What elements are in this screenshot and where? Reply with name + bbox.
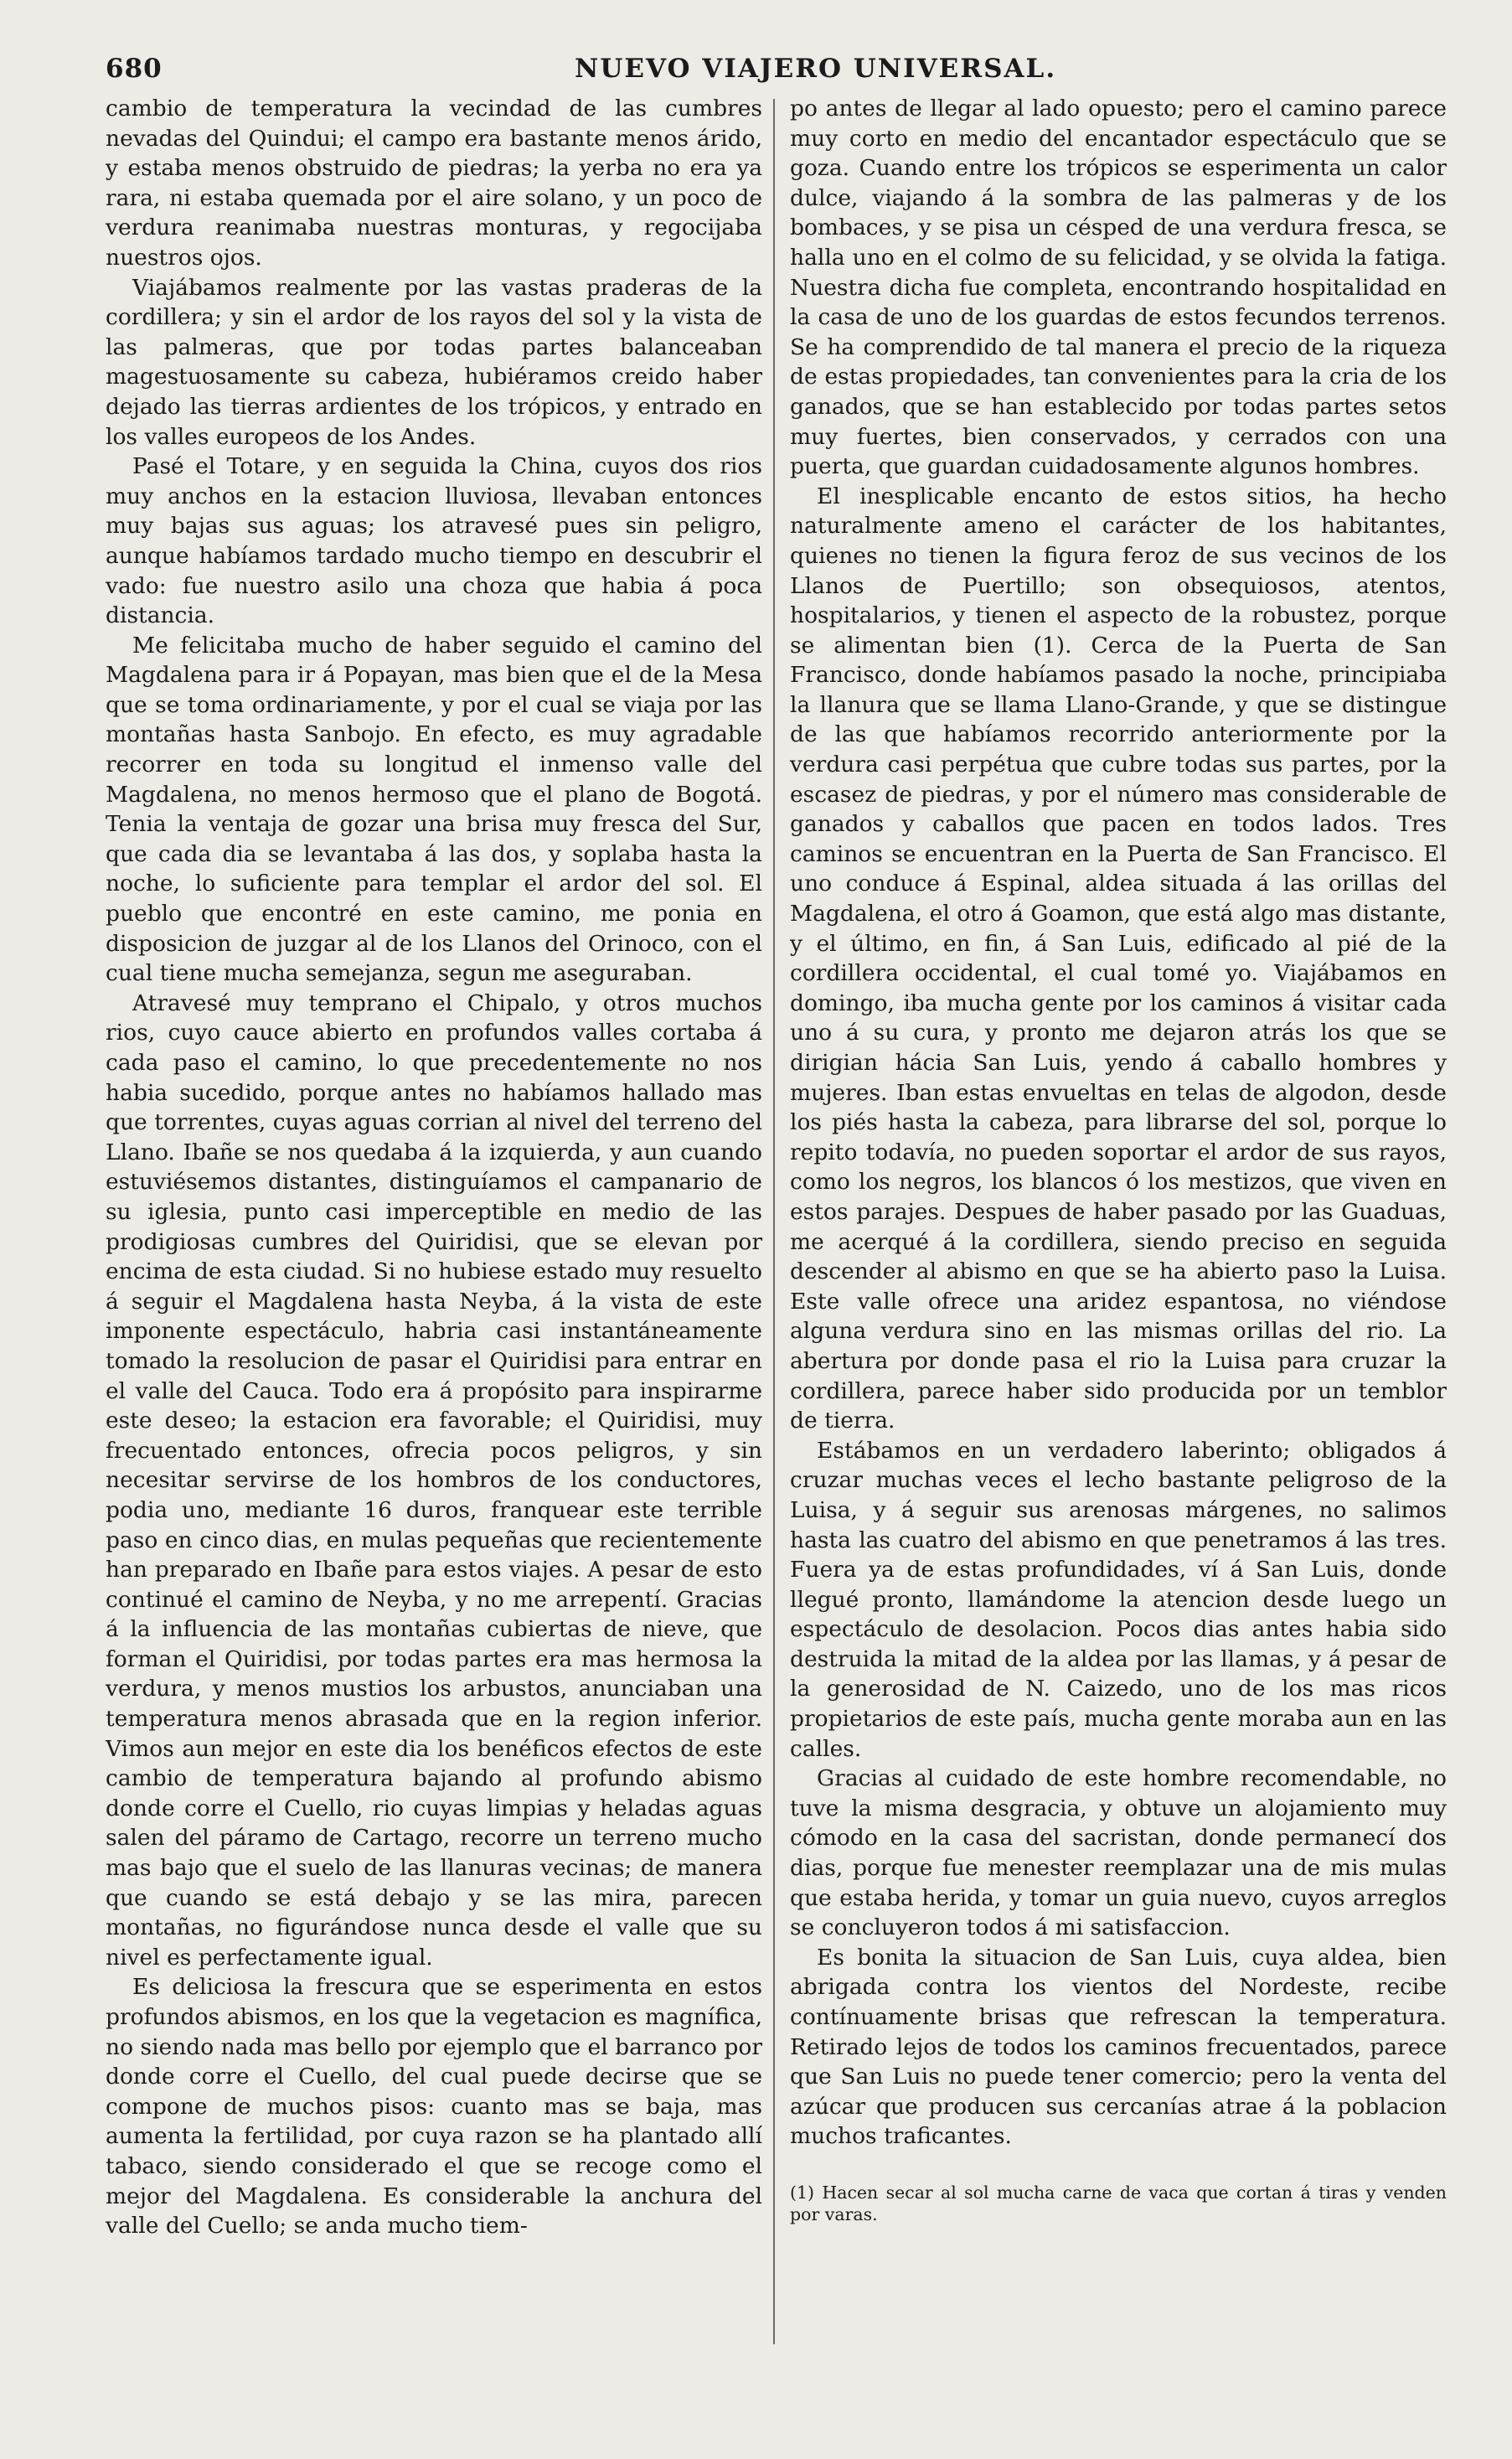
paragraph: Es bonita la situacion de San Luis, cuya aldea, bien abrigada contra los vientos del Nordeste, recibe contínuamente brisas que refrescan la temperatura. Retirado lejos de todos los caminos frecuentados, parece que San Luis no puede tener comercio; pero la venta del azúcar que producen sus cercanías atrae á la poblacion muchos traficantes. (790, 1944, 1447, 2150)
page-number: 680 (106, 54, 163, 84)
right-column (790, 94, 1447, 2225)
running-title: NUEVO VIAJERO UNIVERSAL. (575, 54, 1057, 84)
paragraph: Gracias al cuidado de este hombre recomendable, no tuve la misma desgracia, y obtuve un alojamiento muy cómodo en la casa del sacristan, donde permanecí dos dias, porque fue menester reemplazar una de mis mulas que estaba herida, y tomar un guia nuevo, cuyos arreglos se concluyeron todos á mi satisfaccion. (790, 1765, 1447, 1941)
column-divider (773, 99, 775, 2344)
footnote: (1) Hacen secar al sol mucha carne de vaca que cortan á tiras y venden por varas. (790, 2182, 1447, 2224)
paragraph: Viajábamos realmente por las vastas praderas de la cordillera; y sin el ardor de los rayos del sol y la vista de las palmeras, que por todas partes balanceaban magestuosamente su cabeza, hubiéramos creido haber dejado las tierras ardientes de los trópicos, y entrado en los valles europeos de los Andes. (106, 274, 762, 450)
paragraph: cambio de temperatura la vecindad de las cumbres nevadas del Quindui; el campo era bastante menos árido, y estaba menos obstruido de piedras; la yerba no era ya rara, ni estaba quemada por el aire solano, y un poco de verdura reanimaba nuestras monturas, y regocijaba nuestros ojos. (106, 96, 762, 271)
paragraph: Estábamos en un verdadero laberinto; obligados á cruzar muchas veces el lecho bastante peligroso de la Luisa, y á seguir sus arenosas márgenes, no salimos hasta las cuatro del abismo en que penetramos á las tres. Fuera ya de estas profundidades, ví á San Luis, donde llegué pronto, llamándome la atencion desde luego un espectáculo de desolacion. Pocos dias antes habia sido destruida la mitad de la aldea por las llamas, y á pesar de la generosidad de N. Caizedo, uno de los mas ricos propietarios de este país, mucha gente moraba aun en las calles. (790, 1437, 1447, 1762)
paragraph: Atravesé muy temprano el Chipalo, y otros muchos rios, cuyo cauce abierto en profundos valles cortaba á cada paso el camino, lo que precedentemente no nos habia sucedido, porque antes no habíamos hallado mas que torrentes, cuyas aguas corrian al nivel del terreno del Llano. Ibañe se nos quedaba á la izquierda, y aun cuando estuviésemos distantes, distinguíamos el campanario de su iglesia, punto casi imperceptible en medio de las prodigiosas cumbres del Quiridisi, que se elevan por encima de esta ciudad. Si no hubiese estado muy resuelto á seguir el Magdalena hasta Neyba, á la vista de este imponente espectáculo, habria casi instantáneamente tomado la resolucion de pasar el Quiridisi para entrar en el valle del Cauca. Todo era á propósito para inspirarme este deseo; la estacion era favorable; el Quiridisi, muy frecuentado entonces, ofrecia pocos peligros, y sin necesitar servirse de los hombros de los conductores, podia uno, mediante 16 duros, franquear este terrible paso en cinco dias, en mulas pequeñas que recientemente han preparado en Ibañe para estos viajes. A pesar de esto continué el camino de Neyba, y no me arrepentí. Gracias á la influencia de las montañas cubiertas de nieve, que forman el Quiridisi, por todas partes era mas hermosa la verdura, y menos mustios los arbustos, anunciaban una temperatura menos abrasada que en la region inferior. Vimos aun mejor en este dia los benéficos efectos de este cambio de temperatura bajando al profundo abismo donde corre el Cuello, rio cuyas limpias y heladas aguas salen del páramo de Cartago, recorre un terreno mucho mas bajo que el suelo de las llanuras vecinas; de manera que cuando se está debajo y se las mira, parecen montañas, no figurándose nunca desde el valle que su nivel es perfectamente igual. (106, 989, 762, 1971)
paragraph: Es deliciosa la frescura que se esperimenta en estos profundos abismos, en los que la vegetacion es magnífica, no siendo nada mas bello por ejemplo que el barranco por donde corre el Cuello, del cual puede decirse que se compone de muchos pisos: cuanto mas se baja, mas aumenta la fertilidad, por cuya razon se ha plantado allí tabaco, siendo considerado el que se recoge como el mejor del Magdalena. Es considerable la anchura del valle del Cuello; se anda mucho tiem- (106, 1974, 762, 2239)
paragraph: Me felicitaba mucho de haber seguido el camino del Magdalena para ir á Popayan, mas bien que el de la Mesa que se toma ordinariamente, y por el cual se viaja por las montañas hasta Sanbojo. En efecto, es muy agradable recorrer en toda su longitud el inmenso valle del Magdalena, no menos hermoso que el plano de Bogotá. Tenia la ventaja de gozar una brisa muy fresca del Sur, que cada dia se levantaba á las dos, y soplaba hasta la noche, lo suficiente para templar el ardor del sol. El pueblo que encontré en este camino, me ponia en disposicion de juzgar al de los Llanos del Orinoco, con el cual tiene mucha semejanza, segun me aseguraban. (106, 632, 762, 987)
paragraph: Pasé el Totare, y en seguida la China, cuyos dos rios muy anchos en la estacion lluviosa, llevaban entonces muy bajas sus aguas; los atravesé pues sin peligro, aunque habíamos tardado mucho tiempo en descubrir el vado: fue nuestro asilo una choza que habia á poca distancia. (106, 453, 762, 629)
left-column (106, 94, 762, 2241)
paragraph: po antes de llegar al lado opuesto; pero el camino parece muy corto en medio del encantador espectáculo que se goza. Cuando entre los trópicos se esperimenta un calor dulce, viajando á la sombra de las palmeras y de los bombaces, y se pisa un césped de una verdura fresca, se halla uno en el colmo de su felicidad, y se olvida la fatiga. Nuestra dicha fue completa, encontrando hospitalidad en la casa de uno de los guardas de estos fecundos terrenos. Se ha comprendido de tal manera el precio de la riqueza de estas propiedades, tan convenientes para la cria de los ganados, que se han establecido por todas partes setos muy fuertes, bien conservados, y cerrados con una puerta, que guardan cuidadosamente algunos hombres. (790, 96, 1447, 480)
page-header (106, 54, 1400, 87)
paragraph: El inesplicable encanto de estos sitios, ha hecho naturalmente ameno el carácter de los habitantes, quienes no tienen la figura feroz de sus vecinos de los Llanos de Puertillo; son obsequiosos, atentos, hospitalarios, y tienen el aspecto de la robustez, porque se alimentan bien (1). Cerca de la Puerta de San Francisco, donde habíamos pasado la noche, principiaba la llanura que se llama Llano-Grande, y que se distingue de las que habíamos recorrido anteriormente por la verdura casi perpétua que cubre todas sus partes, por la escasez de piedras, y por el número mas considerable de ganados y caballos que pacen en todos lados. Tres caminos se encuentran en la Puerta de San Francisco. El uno conduce á Espinal, aldea situada á las orillas del Magdalena, el otro á Goamon, que está algo mas distante, y el último, en fin, á San Luis, edificado al pié de la cordillera occidental, el cual tomé yo. Viajábamos en domingo, iba mucha gente por los caminos á visitar cada uno á su cura, y pronto me dejaron atrás los que se dirigian hácia San Luis, yendo á caballo hombres y mujeres. Iban estas envueltas en telas de algodon, desde los piés hasta la cabeza, para librarse del sol, porque lo repito todavía, no pueden soportar el ardor de sus rayos, como los negros, los blancos ó los mestizos, que viven en estos parajes. Despues de haber pasado por las Guaduas, me acerqué á la cordillera, siendo preciso en seguida descender al abismo en que se ha abierto paso la Luisa. Este valle ofrece una aridez espantosa, no viéndose alguna verdura sino en las mismas orillas del rio. La abertura por donde pasa el rio la Luisa para cruzar la cordillera, parece haber sido producida por un temblor de tierra. (790, 483, 1447, 1434)
